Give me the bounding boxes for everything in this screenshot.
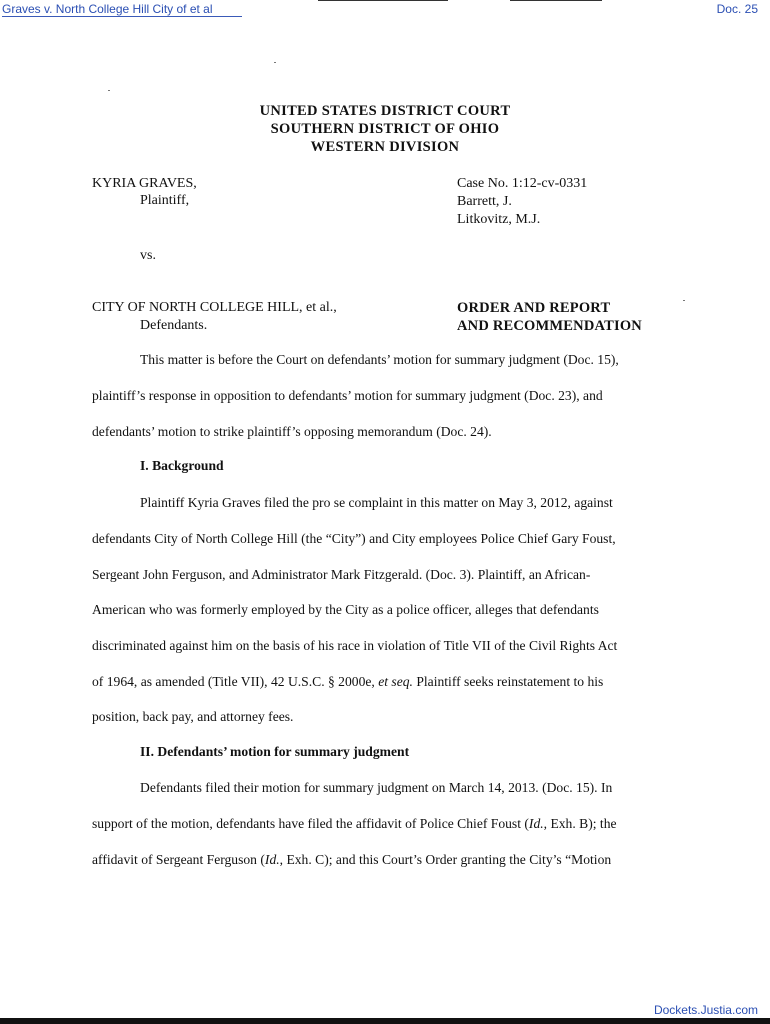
body-line: American who was formerly employed by the City as a police officer, alleges that defendants [92,602,599,617]
body-line: Plaintiff Kyria Graves filed the pro se complaint in this matter on May 3, 2012, against [140,495,613,510]
body-line: Defendants filed their motion for summary judgment on March 14, 2013. (Doc. 15). In [140,780,613,795]
body-line: defendants’ motion to strike plaintiff’s opposing memorandum (Doc. 24). [92,424,492,439]
body-text: affidavit of Sergeant Ferguson ( [92,852,265,867]
scan-bottom-bar [0,1018,770,1024]
italic-citation: Id. [264,852,280,867]
scan-speck [108,90,110,91]
body-text: , Exh. C); and this Court’s Order granting the City’s “Motion [279,852,612,867]
scan-rule [510,0,602,1]
body-text: Plaintiff seeks reinstatement to his [412,674,604,689]
body-line: plaintiff’s response in opposition to defendants’ motion for summary judgment (Doc. 23), and [92,388,603,403]
case-number: Case No. 1:12-cv-0331 [457,176,588,191]
defendant-name: CITY OF NORTH COLLEGE HILL, et al., [92,300,337,315]
plaintiff-name: KYRIA GRAVES, [92,176,197,191]
body-text: support of the motion, defendants have filed the affidavit of Police Chief Foust ( [92,816,529,831]
magistrate-judge: Litkovitz, M.J. [457,212,541,227]
doc-number-link[interactable]: Doc. 25 [716,2,758,16]
versus-label: vs. [140,248,156,263]
body-line [92,851,687,869]
body-line: discriminated against him on the basis of his race in violation of Title VII of the Civil Rights Act [92,638,618,653]
section-heading-background: I. Background [140,458,224,473]
body-line: position, back pay, and attorney fees. [92,709,294,724]
defendant-role: Defendants. [140,318,208,333]
scan-speck [683,300,685,301]
court-district: SOUTHERN DISTRICT OF OHIO [270,121,500,137]
body-line [92,815,687,833]
scan-speck [274,62,276,63]
body-line: This matter is before the Court on defendants’ motion for summary judgment (Doc. 15), [140,352,619,367]
italic-citation: et seq. [378,674,413,689]
court-name: UNITED STATES DISTRICT COURT [259,103,511,119]
section-heading-motion: II. Defendants’ motion for summary judgment [140,744,410,759]
document-title-line2: AND RECOMMENDATION [457,318,642,334]
source-link[interactable]: Dockets.Justia.com [653,1003,758,1017]
body-line: Sergeant John Ferguson, and Administrator Mark Fitzgerald. (Doc. 3). Plaintiff, an African- [92,567,591,582]
case-title-underline [2,16,242,17]
case-title-link[interactable]: Graves v. North College Hill City of et al [2,2,213,16]
court-division: WESTERN DIVISION [310,139,460,155]
body-line [92,673,687,691]
body-text: of 1964, as amended (Title VII), 42 U.S.C. § 2000e, [92,674,379,689]
district-judge: Barrett, J. [457,194,512,209]
scan-rule [318,0,448,1]
document-title-line1: ORDER AND REPORT [457,300,611,316]
body-text: , Exh. B); the [543,816,617,831]
body-line: defendants City of North College Hill (the “City”) and City employees Police Chief Gary Foust, [92,531,616,546]
plaintiff-role: Plaintiff, [140,193,190,208]
italic-citation: Id. [528,816,544,831]
